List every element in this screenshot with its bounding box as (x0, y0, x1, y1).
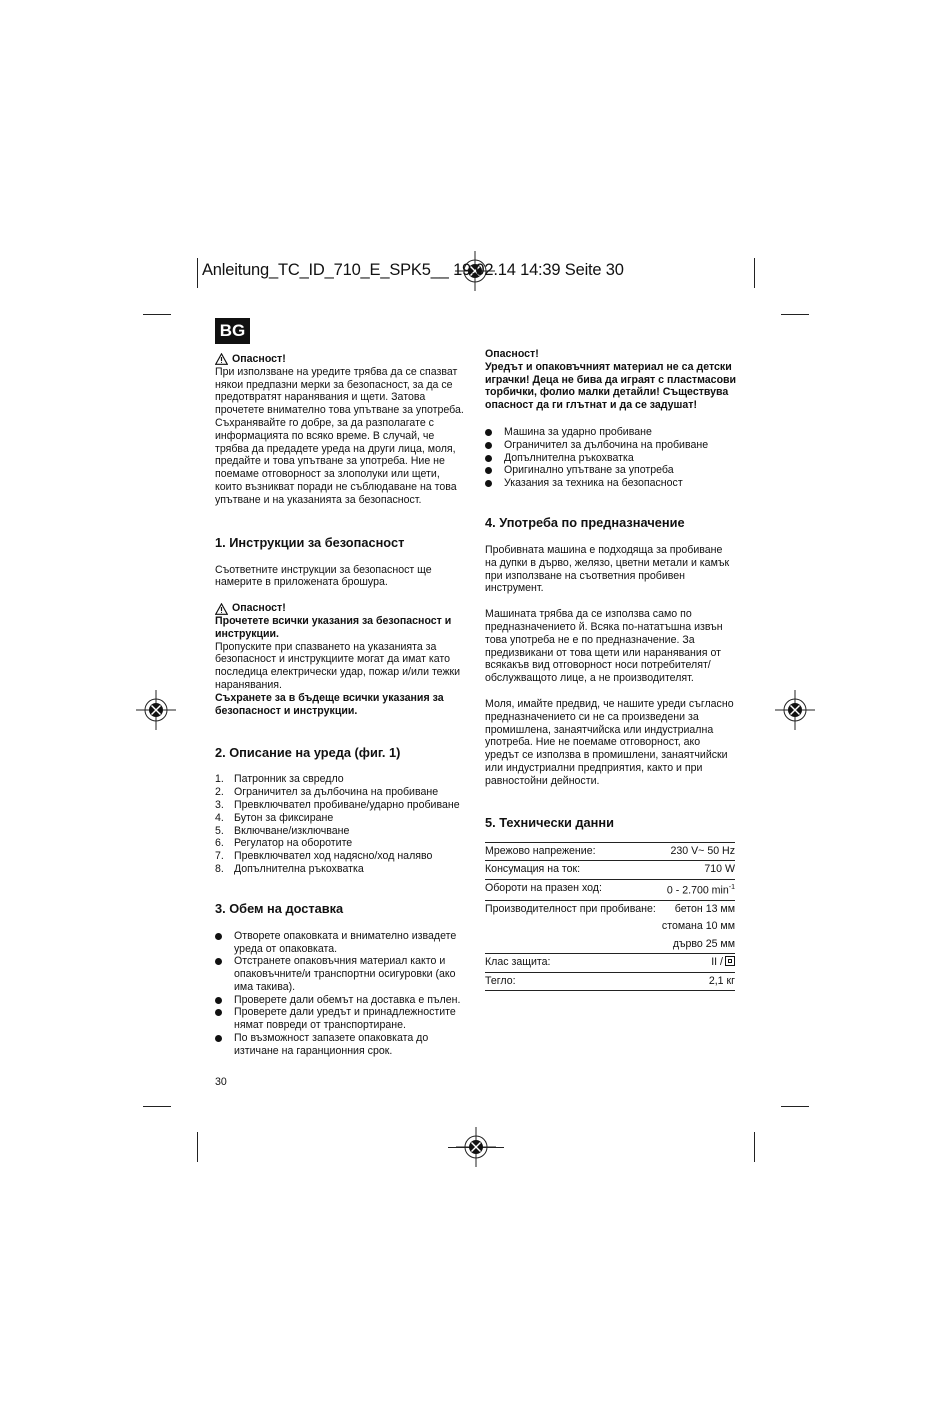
section-title: 3. Обем на доставка (215, 900, 344, 916)
list-item: 5. Включване/изключване (215, 824, 350, 837)
package-contents-list (485, 426, 737, 490)
crop-mark (781, 314, 809, 315)
list-item: Ограничител за дълбочина на пробиване (485, 439, 737, 452)
list-item: 7. Превключвател ход надясно/ход наляво (215, 850, 433, 863)
parts-list (215, 773, 467, 875)
paragraph: Машината трябва да се използва само по предназначението й. Всяка по-нататъшна извън това употреба не е по предназначение. За предизвикани от това щети или наранявания от всякакъв вид отговорност носи потребителят/обслужващото лице, а не производителят. (485, 608, 723, 685)
table-row: стомана 10 мм (661, 920, 735, 933)
list-item: 3. Превключвател пробиване/ударно пробиване (215, 798, 460, 811)
list-item: Проверете дали обемът на доставка е пълен. (215, 994, 467, 1007)
slug-page: Seite 30 (564, 261, 624, 279)
list-item: Допълнителна ръкохватка (485, 452, 737, 465)
warning-triangle-icon (215, 603, 228, 615)
slug-time: 14:39 (520, 261, 561, 279)
warning-heading: Опасност! (485, 348, 539, 360)
list-item: Отворете опаковката и внимателно извадете уреда от опаковката. (215, 930, 467, 956)
crop-mark (143, 314, 171, 315)
crop-mark (781, 1106, 809, 1107)
page-number: 30 (215, 1076, 227, 1088)
registration-mark-icon (136, 690, 176, 730)
crop-mark (754, 258, 755, 288)
list-item: По възможност запазете опаковката до изтичане на гаранционния срок. (215, 1032, 467, 1058)
list-item: Проверете дали уредът и принадлежностите нямат повреди от транспортиране. (215, 1006, 467, 1032)
bold-paragraph: Прочетете всички указания за безопасност и инструкции. (215, 614, 452, 640)
section-title: 4. Употреба по предназначение (485, 514, 685, 530)
delivery-checklist (215, 930, 467, 1058)
crop-mark (143, 1106, 171, 1107)
list-item: 2. Ограничител за дълбочина на пробиване (215, 786, 439, 799)
registration-mark-icon (456, 1127, 496, 1167)
table-row: Консумация на ток: 710 W (485, 861, 735, 880)
table-row: Клас защита: II / (485, 954, 735, 973)
print-slug (202, 261, 624, 280)
list-item: 4. Бутон за фиксиране (215, 811, 334, 824)
list-item: Указания за техника на безопасност (485, 477, 737, 490)
crop-mark (754, 1132, 755, 1162)
list-item: 1. Патронник за свредло (215, 773, 344, 786)
slug-date: 19.02.14 (453, 261, 516, 279)
paragraph: Съответните инструкции за безопасност ще намерите в приложената брошура. (215, 563, 432, 589)
paragraph: Моля, имайте предвид, че нашите уреди съгласно предназначението си не са произведени за промишлена, занаятчийска или индустриална употреба. Ние не поемаме отговорност, ако уредът се използва в промишлени, занаятчийски или индустриални предприятия, както и при равностойни дейности. (485, 697, 734, 787)
right-column (485, 348, 737, 991)
warning-heading: Опасност! (215, 353, 467, 366)
table-row: Производителност при пробиване: бетон 13 мм (485, 902, 735, 915)
table-row: Обороти на празен ход: 0 - 2.700 $\min^{-1}$ (485, 879, 735, 900)
technical-data-table (485, 842, 735, 992)
language-badge: BG (215, 318, 250, 344)
left-column (215, 353, 467, 1058)
registration-mark-icon (775, 690, 815, 730)
bold-paragraph: Уредът и опаковъчният материал не са детски играчки! Деца не бива да играят с пластмасови торбички, фолио малки детайли! Съществува опасност да ги глътнат и да се задушат! (485, 360, 737, 412)
paragraph: Пропуските при спазването на указанията за безопасност и инструкциите могат да имат като последица електрически удар, пожар и/или тежки наранявания. (215, 640, 461, 691)
protection-class-icon (725, 956, 735, 966)
list-item: Оригинално упътване за употреба (485, 464, 737, 477)
table-row: Мрежово напрежение: 230 V~ 50 Hz (485, 842, 735, 861)
warning-triangle-icon (215, 353, 228, 365)
table-row: дърво 25 мм (485, 936, 735, 954)
list-item: 8. Допълнителна ръкохватка (215, 862, 364, 875)
list-item: 6. Регулатор на оборотите (215, 837, 353, 850)
warning-heading: Опасност! (215, 602, 467, 615)
paragraph: Пробивната машина е подходяща за пробиване на дупки в дърво, желязо, цветни метали и камък при използване на съответния пробивен инструмент. (485, 543, 730, 595)
list-item: Машина за ударно пробиване (485, 426, 737, 439)
list-item: Отстранете опаковъчния материал както и опаковъчните/и транспортни осигуровки (ако има такива). (215, 955, 467, 993)
table-row: Тегло: 2,1 кг (485, 972, 735, 991)
section-title: 1. Инструкции за безопасност (215, 534, 405, 550)
warning-body: При използване на уредите трябва да се спазват някои предпазни мерки за безопасност, за да се предотвратят наранявания и щети. Затова прочетете внимателно това упътване за употреба. Съхранявайте го добре, за да разполагате с информацията по всяко време. В случай, че трябва да предадете уреда на други лица, моля, предайте и това упътване за употреба. Ние не поемаме отговорност за злополуки или щети, които възникват поради не съблюдаване на това упътване и на указанията за безопасност. (215, 365, 464, 506)
crop-mark (197, 258, 198, 288)
section-title: 5. Технически данни (485, 814, 614, 830)
crop-mark (197, 1132, 198, 1162)
bold-paragraph: Съхранете за в бъдеще всички указания за безопасност и инструкции. (215, 691, 444, 717)
section-title: 2. Описание на уреда (фиг. 1) (215, 745, 401, 761)
slug-filename: Anleitung_TC_ID_710_E_SPK5__ (202, 261, 449, 279)
